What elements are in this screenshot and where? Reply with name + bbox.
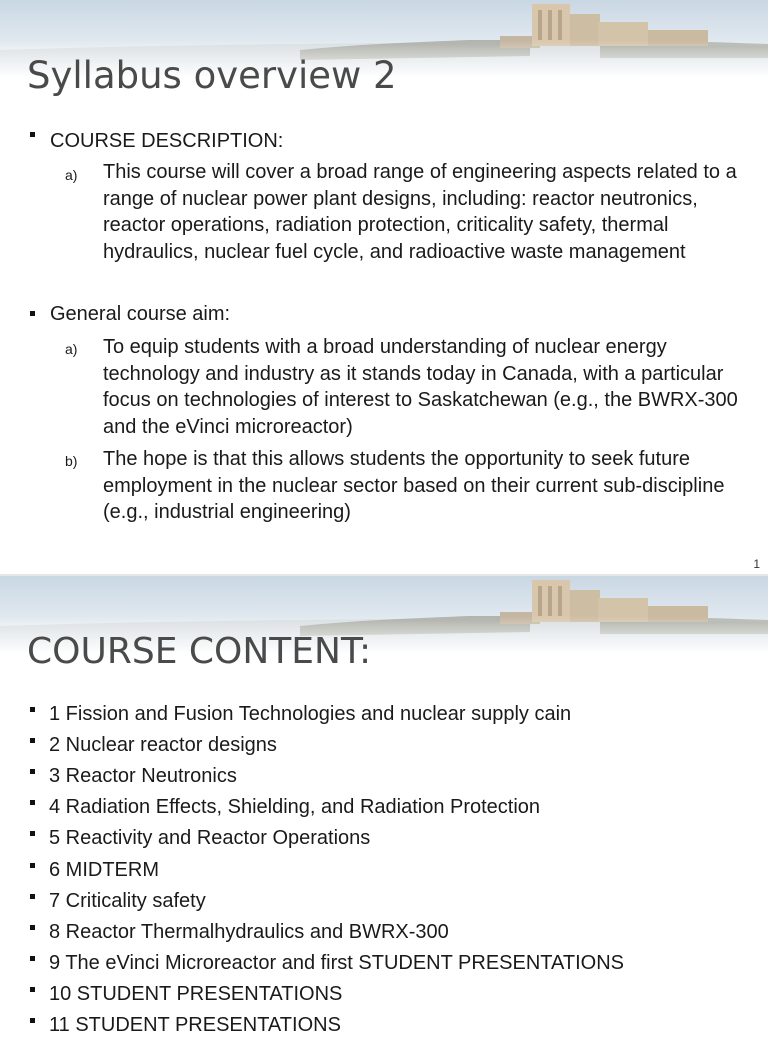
item-label: b) bbox=[65, 453, 78, 469]
bullet-marker bbox=[30, 311, 35, 316]
list-item bbox=[0, 981, 768, 1011]
list-item-text: 4 Radiation Effects, Shielding, and Radiation Protection bbox=[49, 796, 541, 818]
slide-title: COURSE CONTENT: bbox=[27, 631, 372, 672]
list-item-text: 2 Nuclear reactor designs bbox=[49, 734, 277, 756]
list-item bbox=[0, 732, 768, 762]
list-item bbox=[0, 794, 768, 824]
list-item bbox=[0, 857, 768, 887]
item-label: a) bbox=[65, 341, 78, 357]
list-item bbox=[0, 825, 768, 855]
slide-title: Syllabus overview 2 bbox=[27, 54, 397, 97]
bullet-marker bbox=[30, 769, 35, 774]
list-item bbox=[0, 701, 768, 731]
bullet-marker bbox=[30, 863, 35, 868]
bullet-marker bbox=[30, 925, 35, 930]
list-item-text: 9 The eVinci Microreactor and first STUDENT PRESENTATIONS bbox=[49, 952, 624, 974]
list-item-text: 5 Reactivity and Reactor Operations bbox=[49, 827, 371, 849]
list-item bbox=[0, 888, 768, 918]
bullet-marker bbox=[30, 956, 35, 961]
list-item-text: 11 STUDENT PRESENTATIONS bbox=[49, 1014, 341, 1036]
item-label: a) bbox=[65, 167, 78, 183]
list-item bbox=[0, 950, 768, 980]
bullet-marker bbox=[30, 1018, 35, 1023]
list-item-text: 3 Reactor Neutronics bbox=[49, 765, 237, 787]
bullet-marker bbox=[30, 707, 35, 712]
bullet-marker bbox=[30, 738, 35, 743]
item-text: To equip students with a broad understanding of nuclear energy technology and industry as it stands today in Canada, with a particular focus on technologies of interest to Saskatchewan (e.g., the BWRX-300 and the eVinci microreactor) bbox=[103, 336, 738, 438]
list-item-text: 10 STUDENT PRESENTATIONS bbox=[49, 983, 343, 1005]
list-item-text: 1 Fission and Fusion Technologies and nuclear supply cain bbox=[49, 703, 572, 725]
list-item-text: 6 MIDTERM bbox=[49, 859, 159, 881]
list-item-text: 7 Criticality safety bbox=[49, 890, 206, 912]
list-item bbox=[0, 1012, 768, 1042]
item-text: This course will cover a broad range of engineering aspects related to a range of nuclear power plant designs, including: reactor neutronics, reactor operations, radiation protection, criticality safety, thermal hydraulics, nuclear fuel cycle, and radioactive waste management bbox=[103, 161, 737, 263]
bullet-marker bbox=[30, 987, 35, 992]
page-number: 1 bbox=[753, 557, 760, 571]
list-item-text: 8 Reactor Thermalhydraulics and BWRX-300 bbox=[49, 921, 449, 943]
section-heading: General course aim: bbox=[50, 303, 231, 325]
bullet-marker bbox=[30, 132, 35, 137]
item-text: The hope is that this allows students the opportunity to seek future employment in the nuclear sector based on their current sub-discipline (e.g., industrial engineering) bbox=[103, 448, 725, 524]
list-item bbox=[0, 919, 768, 949]
bullet-marker bbox=[30, 800, 35, 805]
bullet-marker bbox=[30, 894, 35, 899]
list-item bbox=[0, 763, 768, 793]
section-heading: COURSE DESCRIPTION: bbox=[50, 130, 284, 152]
slide-2 bbox=[0, 576, 768, 1036]
bullet-marker bbox=[30, 831, 35, 836]
